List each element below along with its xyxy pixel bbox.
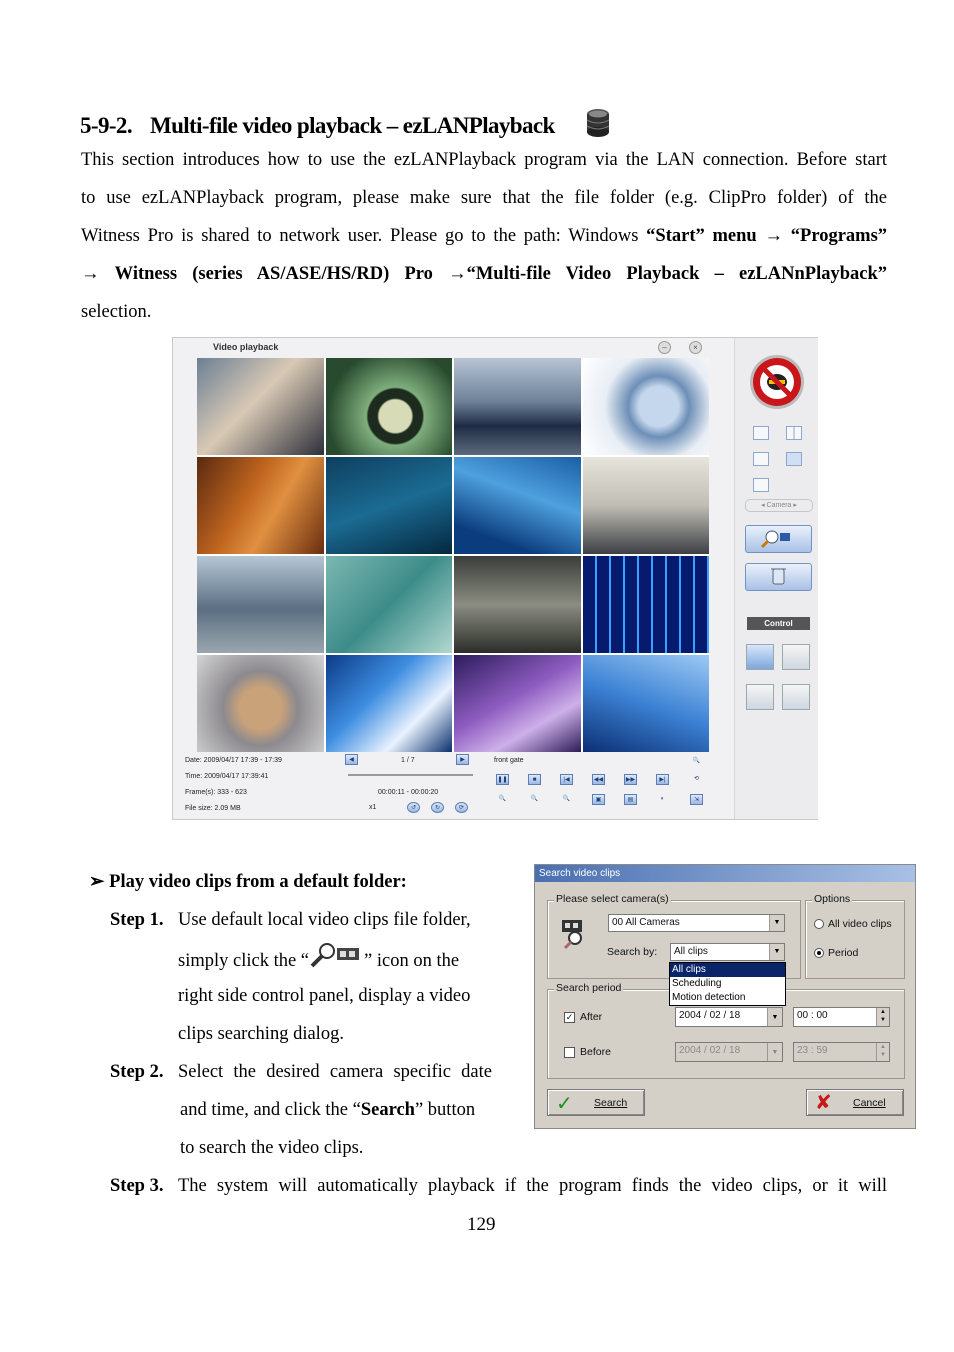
camera-view[interactable] [583, 556, 710, 653]
camera-view[interactable] [326, 556, 453, 653]
audio-icon[interactable]: ◐ [660, 796, 665, 802]
page-indicator: 1 / 7 [401, 757, 415, 764]
intro-line-5: selection. [81, 302, 152, 322]
camera-selector[interactable]: ◂ Camera ▸ [745, 499, 813, 512]
options-group [805, 893, 905, 979]
camera-view[interactable] [326, 655, 453, 752]
camera-view[interactable] [583, 358, 710, 455]
minimize-icon[interactable]: – [658, 341, 671, 354]
intro-line-1: This section introduces how to use the ezLANPlayback program via the LAN connection. Before start [81, 150, 887, 170]
camera-name: front gate [494, 757, 524, 764]
section-title: Multi-file video playback – ezLANPlayback [149, 113, 555, 138]
layout-6-icon[interactable] [753, 452, 769, 466]
timecode: 00:00:11 - 00:00:20 [378, 789, 439, 796]
camera-view[interactable] [454, 358, 581, 455]
forward-icon[interactable]: ▶▶ [624, 774, 637, 785]
checkmark-icon: ✓ [556, 1093, 573, 1115]
step1-line1: Use default local video clips file folder, [178, 910, 471, 930]
arrow-icon: → [81, 264, 100, 284]
camera-grid [197, 358, 709, 752]
clip-time: Time: 2009/04/17 17:39:41 [185, 773, 269, 780]
camera-view[interactable] [454, 457, 581, 554]
search-by-dropdown-list[interactable] [669, 962, 786, 1006]
period-group-label: Search period [556, 982, 622, 994]
zoom-out-icon[interactable]: 🔍 [530, 796, 539, 802]
camera-view[interactable] [454, 655, 581, 752]
intro-line-4: → Witness (series AS/ASE/HS/RD) Pro →“Multi-file Video Playback – ezLANnPlayback” [81, 264, 887, 284]
search-button[interactable] [547, 1089, 645, 1116]
stop-logo-icon [749, 354, 805, 415]
camera-view[interactable] [197, 556, 324, 653]
save-icon[interactable]: ▣ [592, 794, 605, 805]
before-time-field[interactable]: 23 : 59 ▲ ▼ [793, 1042, 890, 1062]
camera-view[interactable] [583, 655, 710, 752]
intro-line-3: Witness Pro is shared to network user. Please go to the path: Windows “Start” menu → “Programs” [81, 226, 888, 246]
window-title: Video playback [213, 342, 279, 352]
chevron-down-icon: ▼ [767, 1008, 782, 1026]
checkbox-icon [564, 1047, 575, 1058]
list-heading: ➢ Play video clips from a default folder: [89, 872, 407, 892]
after-date-field[interactable]: 2004 / 02 / 18 ▼ [675, 1007, 783, 1027]
settings-control-button[interactable] [746, 684, 774, 710]
timeline-slider[interactable] [348, 774, 473, 776]
step2-line2: and time, and click the “Search” button [180, 1100, 476, 1120]
close-icon[interactable]: × [689, 341, 702, 354]
pause-icon[interactable]: ❚❚ [496, 774, 509, 785]
step2-line1: Select the desired camera specific date [178, 1062, 492, 1082]
chevron-down-icon: ▼ [769, 915, 784, 931]
search-clips-icon [309, 942, 364, 968]
recycle-button[interactable] [745, 563, 812, 591]
cancel-button[interactable] [806, 1089, 904, 1116]
stop-control-button[interactable] [782, 644, 810, 670]
playback-main-area [173, 338, 734, 819]
cancel-x-icon: ✘ [815, 1092, 832, 1114]
camera-view[interactable] [583, 457, 710, 554]
speed-label: x1 [369, 804, 377, 811]
search-button-label: Search [594, 1097, 628, 1109]
zoom-control-button[interactable] [782, 684, 810, 710]
bullet-arrow-icon: ➢ [89, 872, 105, 892]
page-number: 129 [467, 1214, 496, 1235]
fast-icon[interactable]: ⟳ [455, 802, 468, 813]
layout-1-icon[interactable] [753, 426, 769, 440]
rewind-icon[interactable]: ◀◀ [592, 774, 605, 785]
layout-9-icon[interactable] [786, 452, 802, 466]
control-label: Control [747, 617, 810, 630]
zoom-fit-icon[interactable]: 🔍 [562, 796, 571, 802]
intro-paragraph [81, 141, 887, 331]
slow-icon[interactable]: ↺ [407, 802, 420, 813]
dialog-title: Search video clips [535, 865, 915, 882]
step3-line1: The system will automatically playback if the program finds the video clips, or it will [178, 1176, 887, 1196]
dropdown-item[interactable]: Scheduling [672, 978, 722, 989]
export-icon[interactable]: ⇲ [690, 794, 703, 805]
pause-control-button[interactable] [746, 644, 774, 670]
clip-filesize: File size: 2.09 MB [185, 805, 241, 812]
arrow-icon: → [764, 226, 783, 246]
option-period[interactable]: Period [814, 947, 858, 959]
step1-line2: simply click the “ ” icon on the [178, 951, 459, 972]
cancel-button-label: Cancel [853, 1097, 886, 1109]
options-group-label: Options [814, 893, 851, 905]
section-number: 5-9-2. [80, 113, 132, 138]
camera-view[interactable] [326, 457, 453, 554]
camera-selector-label: Camera [766, 502, 792, 509]
before-checkbox[interactable]: Before [564, 1046, 611, 1058]
step3-label: Step 3. [110, 1176, 164, 1196]
camera-group-label: Please select camera(s) [556, 893, 669, 905]
camera-view[interactable] [326, 358, 453, 455]
camera-view[interactable] [197, 457, 324, 554]
spinner-icon: ▲ ▼ [876, 1008, 889, 1026]
search-by-select[interactable]: All clips ▼ [670, 943, 785, 961]
before-date-field[interactable]: 2004 / 02 / 18 ▼ [675, 1042, 783, 1062]
after-time-field[interactable]: 00 : 00 ▲ ▼ [793, 1007, 890, 1027]
clip-frames: Frame(s): 333 - 623 [185, 789, 247, 796]
refresh-icon[interactable]: ⟲ [693, 776, 700, 782]
clip-date: Date: 2009/04/17 17:39 - 17:39 [185, 757, 282, 764]
last-frame-icon[interactable]: ▶| [656, 774, 669, 785]
zoom-icon[interactable]: 🔍 [692, 758, 701, 764]
chevron-down-icon: ▼ [767, 1043, 782, 1061]
control-panel [734, 338, 818, 819]
radio-selected-icon [814, 948, 824, 958]
stop-icon[interactable]: ■ [528, 774, 541, 785]
first-frame-icon[interactable]: |◀ [560, 774, 573, 785]
step1-line4: clips searching dialog. [178, 1024, 344, 1044]
prev-page-button[interactable]: ◀ [345, 754, 358, 765]
option-all-clips[interactable]: All video clips [814, 918, 892, 930]
section-heading [80, 108, 611, 144]
dropdown-item[interactable]: Motion detection [672, 992, 746, 1003]
camera-search-icon [561, 918, 589, 953]
camera-view[interactable] [197, 358, 324, 455]
search-clips-button[interactable] [745, 525, 812, 553]
normal-speed-icon[interactable]: ↻ [431, 802, 444, 813]
intro-line-2: to use ezLANPlayback program, please make sure that the file folder (e.g. ClipPro folder) of the [81, 188, 887, 208]
next-page-button[interactable]: ▶ [456, 754, 469, 765]
camera-view[interactable] [454, 556, 581, 653]
dropdown-item[interactable]: All clips [670, 963, 785, 977]
step1-line3: right side control panel, display a video [178, 986, 471, 1006]
after-checkbox[interactable]: ✓ After [565, 1011, 603, 1023]
database-icon [585, 108, 611, 144]
camera-view[interactable] [197, 655, 324, 752]
zoom-in-icon[interactable]: 🔍 [498, 796, 507, 802]
step2-label: Step 2. [110, 1062, 164, 1082]
layout-4-icon[interactable] [786, 426, 802, 440]
layout-16-icon[interactable] [753, 478, 769, 492]
video-playback-window [172, 337, 818, 820]
arrow-icon: → [448, 264, 467, 284]
search-by-label: Search by: [607, 946, 658, 958]
step1-label: Step 1. [110, 910, 164, 930]
checkbox-checked-icon: ✓ [565, 1011, 574, 1022]
camera-select[interactable]: 00 All Cameras ▼ [608, 914, 785, 932]
chevron-down-icon: ▼ [769, 944, 784, 960]
radio-icon [814, 919, 824, 929]
print-icon[interactable]: ▤ [624, 794, 637, 805]
spinner-icon: ▲ ▼ [876, 1043, 889, 1061]
step2-line3: to search the video clips. [180, 1138, 364, 1158]
